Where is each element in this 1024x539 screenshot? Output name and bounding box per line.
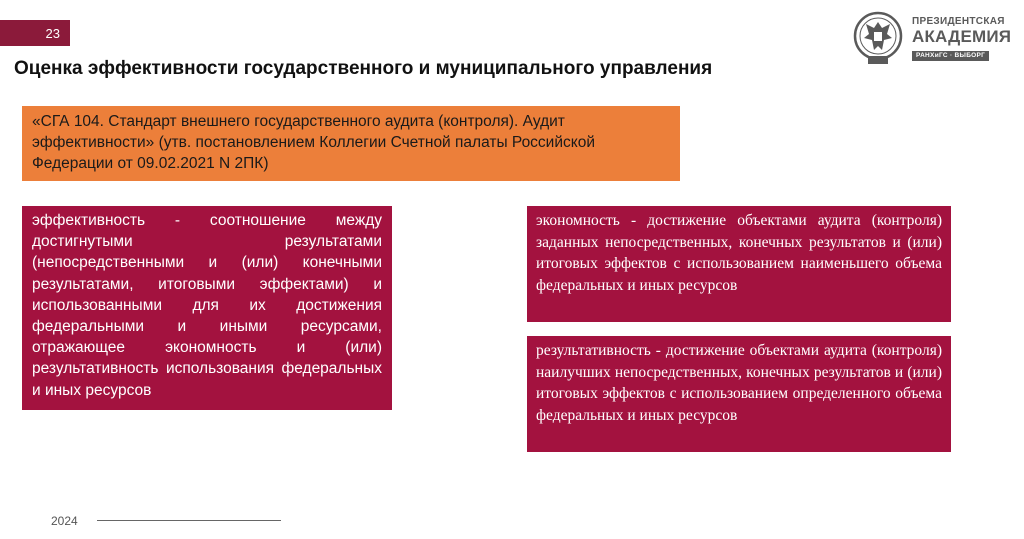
logo-line-3: РАНХиГС · ВЫБОРГ (912, 51, 989, 62)
effectiveness-definition: эффективность - соотношение между достигнутыми результатами (непосредственными и (или) конечными результатами, итоговыми эффектами) и использованными для их достижения федеральными и иными ресурсами, отражающее экономность и (или) результативность использования федеральных и иных ресурсов (22, 206, 392, 410)
academy-logo (852, 8, 1012, 70)
slide-number: 23 (0, 20, 70, 46)
standard-reference-box: «СГА 104. Стандарт внешнего государственного аудита (контроля). Аудит эффективности» (утв. постановлением Коллегии Счетной палаты Российской Федерации от 09.02.2021 N 2ПК) (22, 106, 680, 181)
page-title: Оценка эффективности государственного и муниципального управления (14, 58, 713, 79)
eagle-emblem-icon (852, 10, 904, 68)
footer-divider (97, 520, 281, 521)
logo-line-2: АКАДЕМИЯ (912, 26, 1012, 46)
logo-line-1: ПРЕЗИДЕНТСКАЯ (912, 15, 1005, 27)
economy-definition: экономность - достижение объектами аудита (контроля) заданных непосредственных, конечных результатов и (или) итоговых эффектов с использованием наименьшего объема федеральных и иных ресурсов (527, 206, 951, 322)
footer-year: 2024 (51, 514, 78, 528)
productivity-definition: результативность - достижение объектами аудита (контроля) наилучших непосредственных, конечных результатов и (или) итоговых эффектов с использованием определенного объема федеральных и иных ресурсов (527, 336, 951, 452)
